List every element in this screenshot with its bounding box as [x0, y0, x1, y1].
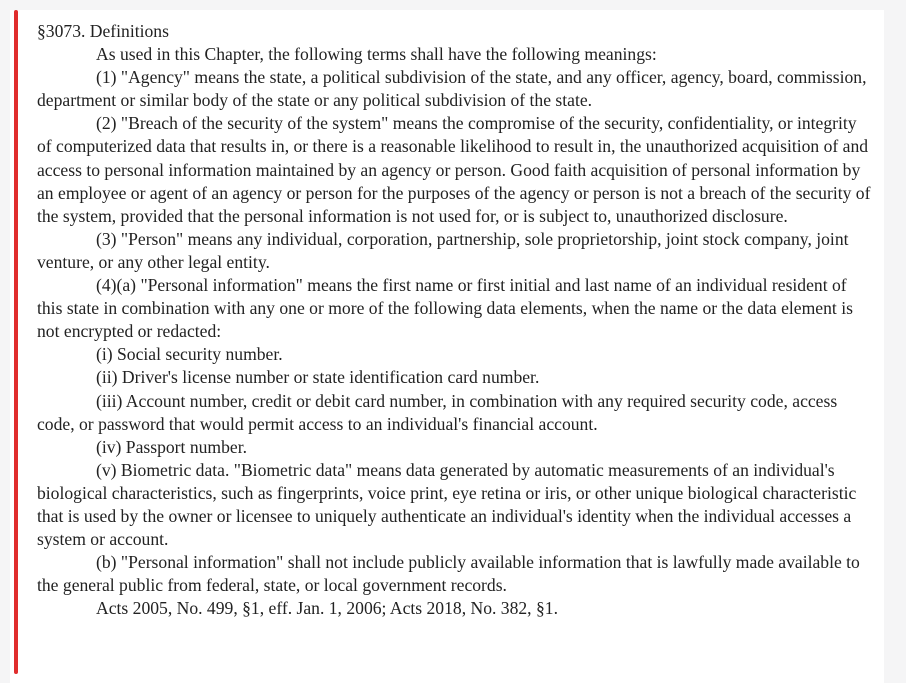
- statute-text: [37, 20, 875, 620]
- data-element-license: (ii) Driver's license number or state identification card number.: [96, 367, 540, 388]
- data-element-passport: (iv) Passport number.: [96, 436, 247, 457]
- definition-breach: (2) "Breach of the security of the system" means the compromise of the security, confidentiality, or integrity of computerized data that results in, or there is a reasonable likelihood to result in, the unauthorized acquisition of and access to personal information maintained by an agency or person. Good faith acquisition of personal information by an employee or agent of an agency or person for the purposes of the agency or person is not a breach of the security of the system, provided that the personal information is not used for, or is subject to, unauthorized disclosure.: [37, 113, 871, 226]
- definition-person: (3) "Person" means any individual, corporation, partnership, sole proprietorship, joint stock company, joint venture, or any other legal entity.: [37, 228, 849, 272]
- definition-personal-information: (4)(a) "Personal information" means the first name or first initial and last name of an individual resident of this state in combination with any one or more of the following data elements, when the name or the data element is not encrypted or redacted:: [37, 275, 853, 342]
- intro-paragraph: As used in this Chapter, the following terms shall have the following meanings:: [96, 44, 657, 65]
- section-heading: §3073. Definitions: [37, 21, 169, 41]
- personal-information-exclusion: (b) "Personal information" shall not include publicly available information that is lawfully made available to the general public from federal, state, or local government records.: [37, 552, 860, 596]
- data-element-biometric: (v) Biometric data. "Biometric data" means data generated by automatic measurements of an individual's biological characteristics, such as fingerprints, voice print, eye retina or iris, or other unique biological characteristic that is used by the owner or licensee to uniquely authenticate an individual's identity when the individual accesses a system or account.: [37, 459, 857, 550]
- data-element-account: (iii) Account number, credit or debit card number, in combination with any required security code, access code, or password that would permit access to an individual's financial account.: [37, 390, 838, 434]
- data-element-ssn: (i) Social security number.: [96, 344, 283, 365]
- definition-agency: (1) "Agency" means the state, a political subdivision of the state, and any officer, agency, board, commission, department or similar body of the state or any political subdivision of the state.: [37, 67, 867, 111]
- history-note: Acts 2005, No. 499, §1, eff. Jan. 1, 2006; Acts 2018, No. 382, §1.: [96, 598, 558, 619]
- left-border-rule: [14, 10, 18, 674]
